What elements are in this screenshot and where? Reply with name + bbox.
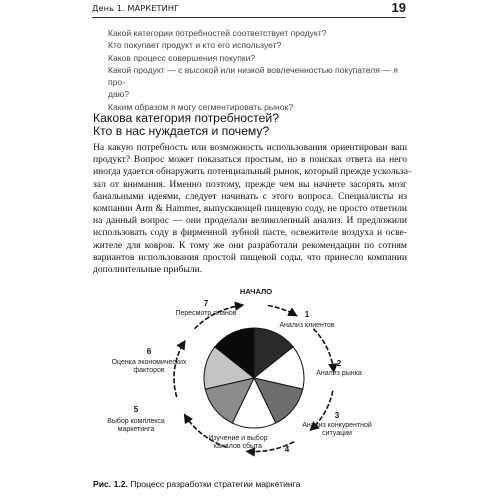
caption-text: Процесс разработки стратегии маркетинга (130, 479, 301, 489)
running-head: День 1. МАРКЕТИНГ (92, 3, 180, 13)
paragraph-line: На какую потребность или возможность использования ориентирован ваш (93, 142, 407, 153)
process-pie (204, 328, 304, 428)
body-paragraph (93, 142, 412, 276)
question-item: Каким образом я могу сегментировать рынок? (108, 101, 294, 112)
paragraph-line: использовать соду в фирменной зубной пасте, освежителе воздуха и осве- (93, 227, 407, 239)
question-list (108, 27, 406, 113)
step-label: Анализ клиентов (279, 322, 335, 329)
section-heading-line: Какова категория потребностей? (93, 111, 279, 125)
step-label: Анализ конкурентной (302, 422, 372, 429)
start-label: НАЧАЛО (239, 287, 273, 296)
page-header (92, 0, 406, 18)
step-number: 7 (203, 299, 209, 308)
paragraph-line: иногда удается обнаружить потенциальный рынок, который прежде ускольза- (93, 166, 412, 178)
figure-caption (93, 479, 413, 489)
paragraph-line: компании Arm & Hammer, выпускающей пищевую соду, не просто ответили (93, 203, 407, 215)
cycle-svg (93, 282, 413, 467)
strategy-cycle-diagram (93, 282, 413, 467)
section-heading-line: Кто в нас нуждается и почему? (93, 124, 270, 139)
cycle-arrow (268, 306, 297, 316)
paragraph-line: банальными идеями, следует начинать с этого вопроса. Специалисты из (93, 190, 407, 202)
paragraph-line: продукт? Вопрос может показаться простым, но в поисках ответа на него (93, 154, 407, 166)
question-item: Кто покупает продукт и кто его использует? (108, 40, 282, 51)
step-number: 6 (146, 347, 152, 356)
paragraph-line: жителе для ковров. К тому же они разработали рекомендации по сотням (93, 239, 407, 251)
step-label: Пересмотр планов (175, 310, 237, 317)
step-label: Анализ рынка (316, 370, 362, 377)
paragraph-line: на данный вопрос — они проделали великолепный анализ. И предложили (93, 215, 407, 227)
step-label: Оценка экономических (111, 359, 187, 366)
step-number: 2 (336, 359, 342, 368)
section-heading (93, 112, 408, 139)
step-number: 5 (133, 405, 139, 414)
step-number: 4 (284, 445, 290, 454)
question-item: Каков процесс совершения покупки? (108, 52, 256, 63)
step-label: Выбор комплекса (107, 418, 165, 425)
question-item-continuation: даю? (108, 89, 130, 100)
step-label: каналов сбыта (213, 443, 263, 450)
cycle-arrow (313, 329, 333, 372)
step-number: 3 (334, 411, 340, 420)
paragraph-line: дополнительные прибыли. (93, 264, 203, 276)
cycle-arrow (174, 341, 185, 397)
step-label: маркетинга (117, 426, 155, 433)
step-number: 1 (304, 310, 310, 319)
paragraph-line: зал от внимания. Именно поэтому, прежде чем вы начнете засорять мозг (93, 178, 407, 190)
step-label: факторов (133, 367, 165, 374)
step-label: ситуации (322, 430, 352, 437)
caption-label: Рис. 1.2. (93, 479, 128, 489)
step-label: Изучение и выбор (208, 435, 268, 442)
page-number: 19 (391, 0, 406, 15)
paragraph-line: вариантов использования простой пищевой соды, что принесло компании (93, 251, 407, 263)
question-item: Какой продукт — с высокой или низкой вовлеченностью покупателя — я про- (108, 64, 398, 88)
question-item: Какой категории потребностей соответствует продукт? (108, 28, 327, 38)
